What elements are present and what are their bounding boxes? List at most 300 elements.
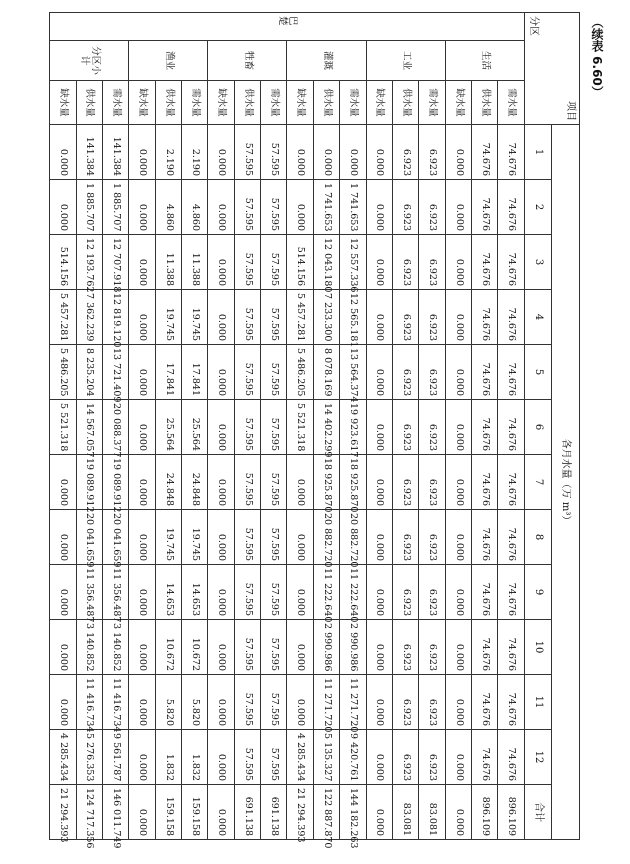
value-cell: 0.000 bbox=[50, 565, 77, 620]
value-cell: 74.676 bbox=[471, 180, 497, 235]
value-cell: 0.000 bbox=[208, 455, 234, 510]
value-cell: 0.000 bbox=[129, 455, 155, 510]
value-cell: 0.000 bbox=[287, 620, 313, 675]
value-cell: 5.820 bbox=[155, 675, 181, 730]
value-cell: 6.923 bbox=[419, 290, 445, 345]
table-row bbox=[498, 13, 524, 840]
value-cell: 74.676 bbox=[498, 345, 524, 400]
item-cell: 缺水量 bbox=[445, 81, 471, 125]
corner-region-label: 分区 bbox=[527, 16, 539, 36]
value-cell: 4 285.434 bbox=[287, 730, 313, 785]
value-cell: 0.000 bbox=[445, 510, 471, 565]
value-cell: 0.000 bbox=[129, 180, 155, 235]
value-cell: 0.000 bbox=[208, 345, 234, 400]
item-cell: 需水量 bbox=[498, 81, 524, 125]
total-cell: 896.109 bbox=[498, 785, 524, 840]
value-cell: 0.000 bbox=[50, 675, 77, 730]
rotated-table-stage bbox=[49, 12, 580, 849]
month-header: 6 bbox=[524, 400, 552, 455]
table-row bbox=[129, 13, 155, 840]
table-row bbox=[392, 13, 418, 840]
value-cell: 6.923 bbox=[392, 235, 418, 290]
header-row-1 bbox=[552, 13, 580, 840]
value-cell: 2.190 bbox=[155, 125, 181, 180]
value-cell: 0.000 bbox=[366, 125, 392, 180]
value-cell: 19 089.912 bbox=[76, 455, 102, 510]
value-cell: 18 925.870 bbox=[340, 455, 366, 510]
value-cell: 0.000 bbox=[366, 455, 392, 510]
value-cell: 1.832 bbox=[182, 730, 208, 785]
item-cell: 缺水量 bbox=[208, 81, 234, 125]
value-cell: 14 402.299 bbox=[313, 400, 339, 455]
total-cell: 21 294.393 bbox=[287, 785, 313, 840]
table-row bbox=[366, 13, 392, 840]
value-cell: 57.595 bbox=[234, 290, 260, 345]
value-cell: 0.000 bbox=[445, 620, 471, 675]
value-cell: 19 923.617 bbox=[340, 400, 366, 455]
value-cell: 57.595 bbox=[261, 455, 287, 510]
value-cell: 1 885.707 bbox=[102, 180, 128, 235]
value-cell: 6.923 bbox=[392, 510, 418, 565]
value-cell: 0.000 bbox=[287, 565, 313, 620]
total-cell: 896.109 bbox=[471, 785, 497, 840]
value-cell: 0.000 bbox=[208, 565, 234, 620]
value-cell: 0.000 bbox=[208, 125, 234, 180]
total-cell: 0.000 bbox=[366, 785, 392, 840]
value-cell: 0.000 bbox=[208, 620, 234, 675]
item-cell: 需水量 bbox=[182, 81, 208, 125]
value-cell: 0.000 bbox=[366, 510, 392, 565]
value-cell: 5 521.318 bbox=[50, 400, 77, 455]
value-cell: 2 990.986 bbox=[313, 620, 339, 675]
value-cell: 0.000 bbox=[50, 620, 77, 675]
value-cell: 6.923 bbox=[419, 125, 445, 180]
value-cell: 12 043.180 bbox=[313, 235, 339, 290]
value-cell: 19.745 bbox=[182, 510, 208, 565]
value-cell: 6.923 bbox=[392, 125, 418, 180]
use-cell: 牲畜 bbox=[208, 41, 287, 81]
value-cell: 5 457.281 bbox=[50, 290, 77, 345]
value-cell: 11.388 bbox=[155, 235, 181, 290]
value-cell: 74.676 bbox=[498, 290, 524, 345]
value-cell: 0.000 bbox=[129, 620, 155, 675]
value-cell: 14.653 bbox=[182, 565, 208, 620]
header-row-2 bbox=[524, 13, 552, 840]
total-cell: 0.000 bbox=[208, 785, 234, 840]
month-header: 11 bbox=[524, 675, 552, 730]
value-cell: 57.595 bbox=[234, 400, 260, 455]
use-cell: 分区小计 bbox=[50, 41, 129, 81]
table-row bbox=[287, 13, 313, 840]
month-header: 3 bbox=[524, 235, 552, 290]
value-cell: 12 557.336 bbox=[340, 235, 366, 290]
total-cell: 83.081 bbox=[392, 785, 418, 840]
value-cell: 0.000 bbox=[129, 235, 155, 290]
item-cell: 需水量 bbox=[102, 81, 128, 125]
value-cell: 12 707.918 bbox=[102, 235, 128, 290]
value-cell: 74.676 bbox=[471, 290, 497, 345]
value-cell: 0.000 bbox=[50, 455, 77, 510]
value-cell: 0.000 bbox=[287, 455, 313, 510]
total-cell: 0.000 bbox=[129, 785, 155, 840]
value-cell: 0.000 bbox=[129, 345, 155, 400]
value-cell: 0.000 bbox=[445, 675, 471, 730]
value-cell: 11 356.487 bbox=[102, 565, 128, 620]
value-cell: 57.595 bbox=[261, 400, 287, 455]
value-cell: 6.923 bbox=[419, 675, 445, 730]
value-cell: 74.676 bbox=[471, 235, 497, 290]
value-cell: 0.000 bbox=[129, 510, 155, 565]
value-cell: 0.000 bbox=[366, 565, 392, 620]
value-cell: 14.653 bbox=[155, 565, 181, 620]
value-cell: 0.000 bbox=[445, 345, 471, 400]
table-row bbox=[261, 13, 287, 840]
item-cell: 缺水量 bbox=[287, 81, 313, 125]
item-cell: 供水量 bbox=[76, 81, 102, 125]
value-cell: 514.156 bbox=[50, 235, 77, 290]
value-cell: 57.595 bbox=[234, 345, 260, 400]
value-cell: 6.923 bbox=[419, 400, 445, 455]
item-cell: 供水量 bbox=[234, 81, 260, 125]
value-cell: 12 819.120 bbox=[102, 290, 128, 345]
value-cell: 74.676 bbox=[498, 455, 524, 510]
value-cell: 11 416.734 bbox=[76, 675, 102, 730]
value-cell: 24.848 bbox=[182, 455, 208, 510]
value-cell: 14 567.057 bbox=[76, 400, 102, 455]
value-cell: 74.676 bbox=[498, 565, 524, 620]
value-cell: 4.860 bbox=[182, 180, 208, 235]
total-cell: 21 294.393 bbox=[50, 785, 77, 840]
value-cell: 0.000 bbox=[366, 675, 392, 730]
value-cell: 6.923 bbox=[419, 345, 445, 400]
value-cell: 24.848 bbox=[155, 455, 181, 510]
value-cell: 57.595 bbox=[234, 180, 260, 235]
value-cell: 0.000 bbox=[287, 510, 313, 565]
value-cell: 3 140.852 bbox=[76, 620, 102, 675]
value-cell: 1 885.707 bbox=[76, 180, 102, 235]
value-cell: 0.000 bbox=[129, 565, 155, 620]
value-cell: 9 420.761 bbox=[340, 730, 366, 785]
value-cell: 0.000 bbox=[50, 125, 77, 180]
total-cell: 691.138 bbox=[234, 785, 260, 840]
total-cell: 691.138 bbox=[261, 785, 287, 840]
month-header: 8 bbox=[524, 510, 552, 565]
value-cell: 57.595 bbox=[234, 125, 260, 180]
value-cell: 5 521.318 bbox=[287, 400, 313, 455]
value-cell: 74.676 bbox=[471, 675, 497, 730]
value-cell: 19 089.912 bbox=[102, 455, 128, 510]
value-cell: 74.676 bbox=[498, 730, 524, 785]
value-cell: 0.000 bbox=[50, 510, 77, 565]
value-cell: 20 041.659 bbox=[76, 510, 102, 565]
table-row bbox=[419, 13, 445, 840]
month-header: 4 bbox=[524, 290, 552, 345]
value-cell: 19.745 bbox=[182, 290, 208, 345]
value-cell: 6.923 bbox=[392, 730, 418, 785]
value-cell: 0.000 bbox=[340, 125, 366, 180]
value-cell: 74.676 bbox=[471, 510, 497, 565]
value-cell: 4 285.434 bbox=[50, 730, 77, 785]
value-cell: 74.676 bbox=[471, 730, 497, 785]
value-cell: 74.676 bbox=[498, 620, 524, 675]
value-cell: 0.000 bbox=[445, 180, 471, 235]
total-cell: 0.000 bbox=[445, 785, 471, 840]
value-cell: 57.595 bbox=[234, 235, 260, 290]
table-caption: （续表 6.60） bbox=[590, 16, 604, 98]
value-cell: 57.595 bbox=[261, 125, 287, 180]
value-cell: 6.923 bbox=[419, 730, 445, 785]
value-cell: 17.841 bbox=[182, 345, 208, 400]
value-cell: 13 564.374 bbox=[340, 345, 366, 400]
value-cell: 10.672 bbox=[155, 620, 181, 675]
month-header: 10 bbox=[524, 620, 552, 675]
value-cell: 2 990.986 bbox=[340, 620, 366, 675]
value-cell: 1 741.653 bbox=[313, 180, 339, 235]
value-cell: 11 222.640 bbox=[313, 565, 339, 620]
item-cell: 供水量 bbox=[313, 81, 339, 125]
total-header: 合计 bbox=[524, 785, 552, 840]
value-cell: 12 193.762 bbox=[76, 235, 102, 290]
value-cell: 57.595 bbox=[234, 730, 260, 785]
value-cell: 6.923 bbox=[392, 180, 418, 235]
value-cell: 0.000 bbox=[208, 400, 234, 455]
value-cell: 6.923 bbox=[419, 180, 445, 235]
use-cell: 工业 bbox=[366, 41, 445, 81]
total-cell: 159.158 bbox=[182, 785, 208, 840]
value-cell: 1.832 bbox=[155, 730, 181, 785]
total-cell: 146 011.749 bbox=[102, 785, 128, 840]
month-header: 5 bbox=[524, 345, 552, 400]
value-cell: 57.595 bbox=[234, 455, 260, 510]
value-cell: 6.923 bbox=[419, 510, 445, 565]
table-row bbox=[102, 13, 128, 840]
value-cell: 0.000 bbox=[129, 125, 155, 180]
value-cell: 25.564 bbox=[155, 400, 181, 455]
table-row bbox=[313, 13, 339, 840]
value-cell: 11 356.487 bbox=[76, 565, 102, 620]
value-cell: 18 925.870 bbox=[313, 455, 339, 510]
value-cell: 74.676 bbox=[498, 675, 524, 730]
item-cell: 缺水量 bbox=[366, 81, 392, 125]
value-cell: 0.000 bbox=[208, 290, 234, 345]
value-cell: 74.676 bbox=[498, 510, 524, 565]
item-cell: 需水量 bbox=[419, 81, 445, 125]
value-cell: 0.000 bbox=[366, 180, 392, 235]
value-cell: 57.595 bbox=[261, 730, 287, 785]
value-cell: 20 882.720 bbox=[313, 510, 339, 565]
value-cell: 141.384 bbox=[102, 125, 128, 180]
value-cell: 0.000 bbox=[445, 400, 471, 455]
value-cell: 11 222.640 bbox=[340, 565, 366, 620]
value-cell: 0.000 bbox=[366, 345, 392, 400]
table-row bbox=[182, 13, 208, 840]
value-cell: 20 882.720 bbox=[340, 510, 366, 565]
value-cell: 5 486.205 bbox=[287, 345, 313, 400]
value-cell: 11 416.734 bbox=[102, 675, 128, 730]
value-cell: 57.595 bbox=[261, 180, 287, 235]
value-cell: 6.923 bbox=[392, 565, 418, 620]
value-cell: 20 088.377 bbox=[102, 400, 128, 455]
value-cell: 7 233.300 bbox=[313, 290, 339, 345]
value-cell: 74.676 bbox=[471, 125, 497, 180]
value-cell: 74.676 bbox=[471, 455, 497, 510]
value-cell: 57.595 bbox=[261, 290, 287, 345]
item-cell: 需水量 bbox=[340, 81, 366, 125]
item-cell: 需水量 bbox=[261, 81, 287, 125]
total-cell: 124 717.356 bbox=[76, 785, 102, 840]
value-cell: 57.595 bbox=[234, 565, 260, 620]
table-row bbox=[471, 13, 497, 840]
value-cell: 0.000 bbox=[287, 125, 313, 180]
value-cell: 3 140.852 bbox=[102, 620, 128, 675]
value-cell: 57.595 bbox=[261, 565, 287, 620]
value-cell: 7 362.239 bbox=[76, 290, 102, 345]
water-balance-table bbox=[49, 12, 580, 849]
value-cell: 9 561.787 bbox=[102, 730, 128, 785]
value-cell: 5 276.353 bbox=[76, 730, 102, 785]
value-cell: 5 135.327 bbox=[313, 730, 339, 785]
table-row bbox=[208, 13, 234, 840]
value-cell: 6.923 bbox=[392, 675, 418, 730]
use-cell: 灌溉 bbox=[287, 41, 366, 81]
value-cell: 10.672 bbox=[182, 620, 208, 675]
value-cell: 0.000 bbox=[129, 290, 155, 345]
value-cell: 6.923 bbox=[419, 455, 445, 510]
item-cell: 缺水量 bbox=[50, 81, 77, 125]
value-cell: 8 235.204 bbox=[76, 345, 102, 400]
value-cell: 74.676 bbox=[471, 345, 497, 400]
corner-item-label: 项目 bbox=[565, 101, 576, 122]
value-cell: 8 078.169 bbox=[313, 345, 339, 400]
table-row bbox=[76, 13, 102, 840]
month-header: 1 bbox=[524, 125, 552, 180]
value-cell: 141.384 bbox=[76, 125, 102, 180]
value-cell: 6.923 bbox=[392, 455, 418, 510]
table-row bbox=[234, 13, 260, 840]
value-cell: 74.676 bbox=[498, 125, 524, 180]
value-cell: 6.923 bbox=[419, 235, 445, 290]
value-cell: 6.923 bbox=[392, 345, 418, 400]
value-cell: 11 271.720 bbox=[340, 675, 366, 730]
value-cell: 5.820 bbox=[182, 675, 208, 730]
table-row bbox=[340, 13, 366, 840]
table-corner bbox=[524, 13, 579, 125]
table-row bbox=[445, 13, 471, 840]
value-cell: 13 721.409 bbox=[102, 345, 128, 400]
value-cell: 17.841 bbox=[155, 345, 181, 400]
value-cell: 0.000 bbox=[313, 125, 339, 180]
value-cell: 57.595 bbox=[234, 620, 260, 675]
value-cell: 6.923 bbox=[419, 565, 445, 620]
value-cell: 25.564 bbox=[182, 400, 208, 455]
total-cell: 83.081 bbox=[419, 785, 445, 840]
value-cell: 57.595 bbox=[261, 620, 287, 675]
total-cell: 122 887.870 bbox=[313, 785, 339, 840]
item-cell: 供水量 bbox=[471, 81, 497, 125]
value-cell: 5 486.205 bbox=[50, 345, 77, 400]
value-cell: 20 041.659 bbox=[102, 510, 128, 565]
value-cell: 19.745 bbox=[155, 290, 181, 345]
value-cell: 0.000 bbox=[287, 180, 313, 235]
value-cell: 6.923 bbox=[392, 290, 418, 345]
value-cell: 0.000 bbox=[208, 180, 234, 235]
value-cell: 514.156 bbox=[287, 235, 313, 290]
value-cell: 0.000 bbox=[208, 510, 234, 565]
value-cell: 74.676 bbox=[498, 400, 524, 455]
region-cell: 巴楚 bbox=[50, 13, 525, 41]
table-row bbox=[155, 13, 181, 840]
value-cell: 0.000 bbox=[129, 730, 155, 785]
value-cell: 19.745 bbox=[155, 510, 181, 565]
value-cell: 57.595 bbox=[261, 235, 287, 290]
value-cell: 0.000 bbox=[366, 620, 392, 675]
value-cell: 0.000 bbox=[445, 290, 471, 345]
value-cell: 57.595 bbox=[261, 345, 287, 400]
table-row bbox=[50, 13, 77, 840]
value-cell: 74.676 bbox=[471, 400, 497, 455]
value-cell: 0.000 bbox=[208, 235, 234, 290]
value-cell: 74.676 bbox=[498, 180, 524, 235]
value-cell: 0.000 bbox=[129, 400, 155, 455]
month-header: 12 bbox=[524, 730, 552, 785]
monthly-header: 各月水量（万 m³） bbox=[552, 125, 580, 840]
value-cell: 0.000 bbox=[445, 730, 471, 785]
value-cell: 4.860 bbox=[155, 180, 181, 235]
value-cell: 5 457.281 bbox=[287, 290, 313, 345]
value-cell: 0.000 bbox=[50, 180, 77, 235]
value-cell: 0.000 bbox=[366, 235, 392, 290]
month-header: 9 bbox=[524, 565, 552, 620]
value-cell: 11.388 bbox=[182, 235, 208, 290]
value-cell: 1 741.653 bbox=[340, 180, 366, 235]
value-cell: 6.923 bbox=[419, 620, 445, 675]
value-cell: 74.676 bbox=[471, 565, 497, 620]
value-cell: 57.595 bbox=[261, 510, 287, 565]
value-cell: 0.000 bbox=[445, 235, 471, 290]
value-cell: 57.595 bbox=[234, 510, 260, 565]
value-cell: 0.000 bbox=[445, 455, 471, 510]
item-cell: 供水量 bbox=[392, 81, 418, 125]
value-cell: 0.000 bbox=[287, 675, 313, 730]
value-cell: 74.676 bbox=[471, 620, 497, 675]
use-cell: 生活 bbox=[445, 41, 524, 81]
value-cell: 0.000 bbox=[366, 290, 392, 345]
month-header: 7 bbox=[524, 455, 552, 510]
value-cell: 57.595 bbox=[234, 675, 260, 730]
month-header: 2 bbox=[524, 180, 552, 235]
value-cell: 0.000 bbox=[208, 730, 234, 785]
value-cell: 0.000 bbox=[445, 125, 471, 180]
value-cell: 11 271.720 bbox=[313, 675, 339, 730]
value-cell: 0.000 bbox=[366, 730, 392, 785]
use-cell: 渔业 bbox=[129, 41, 208, 81]
value-cell: 57.595 bbox=[261, 675, 287, 730]
value-cell: 0.000 bbox=[208, 675, 234, 730]
value-cell: 6.923 bbox=[392, 400, 418, 455]
value-cell: 12 565.181 bbox=[340, 290, 366, 345]
item-cell: 缺水量 bbox=[129, 81, 155, 125]
total-cell: 144 182.263 bbox=[340, 785, 366, 840]
value-cell: 0.000 bbox=[129, 675, 155, 730]
value-cell: 0.000 bbox=[445, 565, 471, 620]
value-cell: 74.676 bbox=[498, 235, 524, 290]
value-cell: 6.923 bbox=[392, 620, 418, 675]
item-cell: 供水量 bbox=[155, 81, 181, 125]
value-cell: 0.000 bbox=[366, 400, 392, 455]
total-cell: 159.158 bbox=[155, 785, 181, 840]
table-body bbox=[50, 13, 580, 849]
value-cell: 2.190 bbox=[182, 125, 208, 180]
